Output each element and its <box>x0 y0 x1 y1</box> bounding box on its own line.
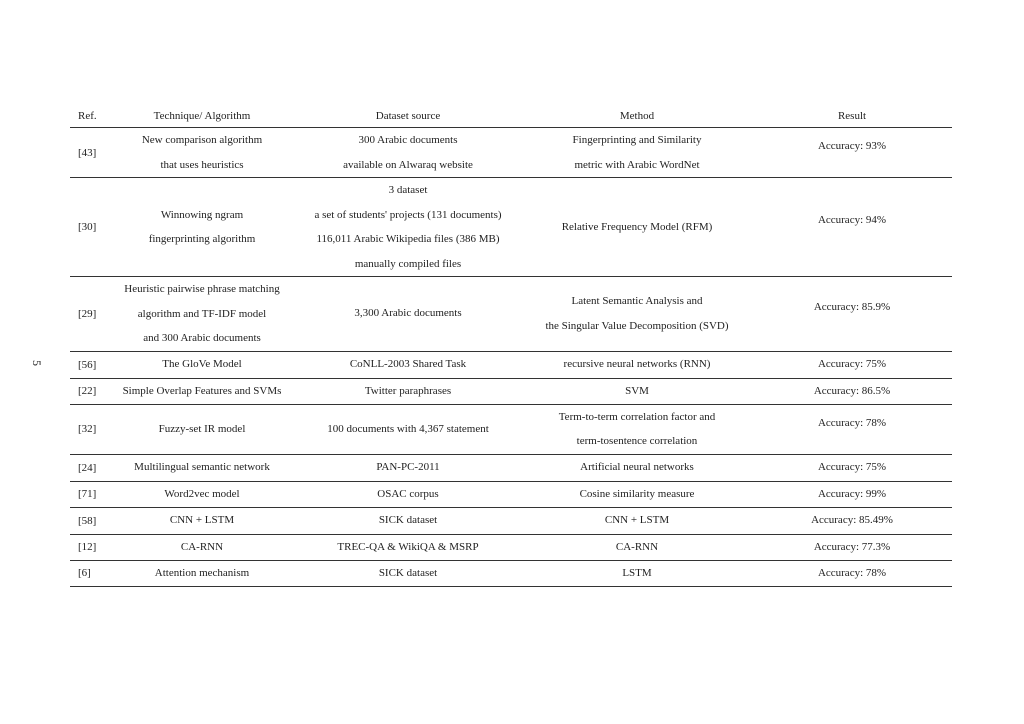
table-row <box>70 128 952 178</box>
table-row <box>70 178 952 277</box>
cell-ref: [58] <box>70 507 110 534</box>
cell-method <box>522 277 752 352</box>
cell-dataset <box>294 351 522 378</box>
table-row <box>70 277 952 352</box>
cell-ref: [6] <box>70 560 110 586</box>
method-line: CA-RNN <box>615 540 659 553</box>
cell-technique <box>110 560 294 586</box>
dataset-line: PAN-PC-2011 <box>376 461 440 473</box>
cell-dataset <box>294 277 522 352</box>
table-row <box>70 534 952 560</box>
cell-dataset <box>294 404 522 454</box>
cell-ref: [32] <box>70 404 110 454</box>
header-method: Method <box>522 105 752 128</box>
cell-technique <box>110 178 294 277</box>
method-line: LSTM <box>622 566 652 579</box>
cell-technique <box>110 351 294 378</box>
cell-method <box>522 534 752 560</box>
technique-line: Heuristic pairwise phrase matching <box>124 283 280 295</box>
dataset-line: Twitter paraphrases <box>364 384 452 397</box>
table-row <box>70 404 952 454</box>
cell-dataset <box>294 128 522 178</box>
cell-ref: [12] <box>70 534 110 560</box>
result-value: Accuracy: 94% <box>817 214 887 226</box>
dataset-line: SICK dataset <box>378 566 438 579</box>
result-value: Accuracy: 86.5% <box>813 384 891 397</box>
method-line: SVM <box>625 384 649 397</box>
table-row <box>70 454 952 481</box>
result-value: Accuracy: 93% <box>817 140 887 152</box>
method-line: Term-to-term correlation factor and <box>558 410 716 423</box>
dataset-line: 116,011 Arabic Wikipedia files (386 MB) <box>316 233 500 245</box>
technique-line: Word2vec model <box>164 487 240 500</box>
method-line: Artificial neural networks <box>580 461 694 473</box>
cell-result <box>752 178 952 277</box>
cell-technique <box>110 128 294 178</box>
cell-dataset <box>294 560 522 586</box>
page-number: 5 <box>30 360 44 366</box>
cell-method <box>522 378 752 404</box>
cell-ref: [71] <box>70 481 110 507</box>
cell-result <box>752 481 952 507</box>
result-value: Accuracy: 75% <box>817 357 887 370</box>
result-value: Accuracy: 77.3% <box>813 540 891 553</box>
result-value: Accuracy: 75% <box>817 460 887 473</box>
dataset-line: available on Alwaraq website <box>343 158 473 171</box>
cell-dataset <box>294 534 522 560</box>
result-value: Accuracy: 85.49% <box>811 513 893 526</box>
cell-result <box>752 128 952 178</box>
dataset-line: OSAC corpus <box>377 487 439 500</box>
cell-method <box>522 351 752 378</box>
method-line: Cosine similarity measure <box>579 487 695 500</box>
cell-result <box>752 378 952 404</box>
technique-line: Fuzzy-set IR model <box>158 422 246 435</box>
header-ref: Ref. <box>70 105 110 128</box>
method-line: Latent Semantic Analysis and <box>571 295 703 308</box>
method-line: Fingerprinting and Similarity <box>572 134 702 146</box>
result-value: Accuracy: 99% <box>817 487 887 500</box>
method-line: the Singular Value Decomposition (SVD) <box>545 319 729 332</box>
method-line: recursive neural networks (RNN) <box>563 358 711 370</box>
technique-line: Simple Overlap Features and SVMs <box>122 384 282 397</box>
cell-method <box>522 507 752 534</box>
technique-line: that uses heuristics <box>160 158 244 171</box>
method-line: term-tosentence correlation <box>576 435 698 447</box>
dataset-line: CoNLL-2003 Shared Task <box>349 358 467 370</box>
cell-method <box>522 178 752 277</box>
cell-technique <box>110 404 294 454</box>
method-line: Relative Frequency Model (RFM) <box>561 220 713 233</box>
dataset-line: 300 Arabic documents <box>358 134 458 146</box>
dataset-line: SICK dataset <box>378 514 438 526</box>
dataset-line: 3,300 Arabic documents <box>354 307 462 320</box>
dataset-line: 3 dataset <box>388 184 428 196</box>
dataset-line: a set of students' projects (131 documents) <box>314 208 502 221</box>
cell-technique <box>110 507 294 534</box>
cell-result <box>752 277 952 352</box>
cell-dataset <box>294 454 522 481</box>
result-value: Accuracy: 78% <box>817 566 887 579</box>
result-value: Accuracy: 78% <box>817 416 887 429</box>
technique-line: New comparison algorithm <box>141 134 263 146</box>
technique-line: CA-RNN <box>180 540 224 553</box>
dataset-line: manually compiled files <box>354 257 462 270</box>
cell-technique <box>110 481 294 507</box>
cell-ref: [29] <box>70 277 110 352</box>
method-line: CNN + LSTM <box>604 514 670 526</box>
cell-result <box>752 534 952 560</box>
cell-ref: [43] <box>70 128 110 178</box>
cell-ref: [22] <box>70 378 110 404</box>
header-result: Result <box>752 105 952 128</box>
technique-line: CNN + LSTM <box>169 514 235 526</box>
cell-method <box>522 454 752 481</box>
table-row <box>70 351 952 378</box>
cell-technique <box>110 378 294 404</box>
header-technique: Technique/ Algorithm <box>110 105 294 128</box>
cell-ref: [30] <box>70 178 110 277</box>
table-row <box>70 481 952 507</box>
technique-line: Winnowing ngram <box>160 208 244 221</box>
cell-method <box>522 128 752 178</box>
technique-line: fingerprinting algorithm <box>148 233 256 245</box>
cell-ref: [56] <box>70 351 110 378</box>
cell-result <box>752 560 952 586</box>
literature-comparison-table <box>70 105 952 587</box>
table-row <box>70 378 952 404</box>
cell-technique <box>110 454 294 481</box>
header-dataset: Dataset source <box>294 105 522 128</box>
technique-line: Multilingual semantic network <box>134 461 270 473</box>
table-row <box>70 507 952 534</box>
cell-result <box>752 454 952 481</box>
cell-method <box>522 481 752 507</box>
cell-dataset <box>294 507 522 534</box>
cell-technique <box>110 277 294 352</box>
technique-line: The GloVe Model <box>162 358 242 370</box>
cell-result <box>752 404 952 454</box>
cell-dataset <box>294 481 522 507</box>
technique-line: algorithm and TF-IDF model <box>137 307 267 320</box>
cell-dataset <box>294 178 522 277</box>
method-line: metric with Arabic WordNet <box>574 158 700 171</box>
result-value: Accuracy: 85.9% <box>813 301 891 313</box>
cell-technique <box>110 534 294 560</box>
cell-method <box>522 404 752 454</box>
dataset-line: 100 documents with 4,367 statement <box>327 422 489 435</box>
cell-ref: [24] <box>70 454 110 481</box>
cell-dataset <box>294 378 522 404</box>
cell-result <box>752 351 952 378</box>
table-row <box>70 560 952 586</box>
dataset-line: TREC-QA & WikiQA & MSRP <box>337 540 479 553</box>
cell-result <box>752 507 952 534</box>
technique-line: and 300 Arabic documents <box>143 332 261 344</box>
table-header-row <box>70 105 952 128</box>
technique-line: Attention mechanism <box>154 566 250 579</box>
table-body <box>70 128 952 587</box>
cell-method <box>522 560 752 586</box>
